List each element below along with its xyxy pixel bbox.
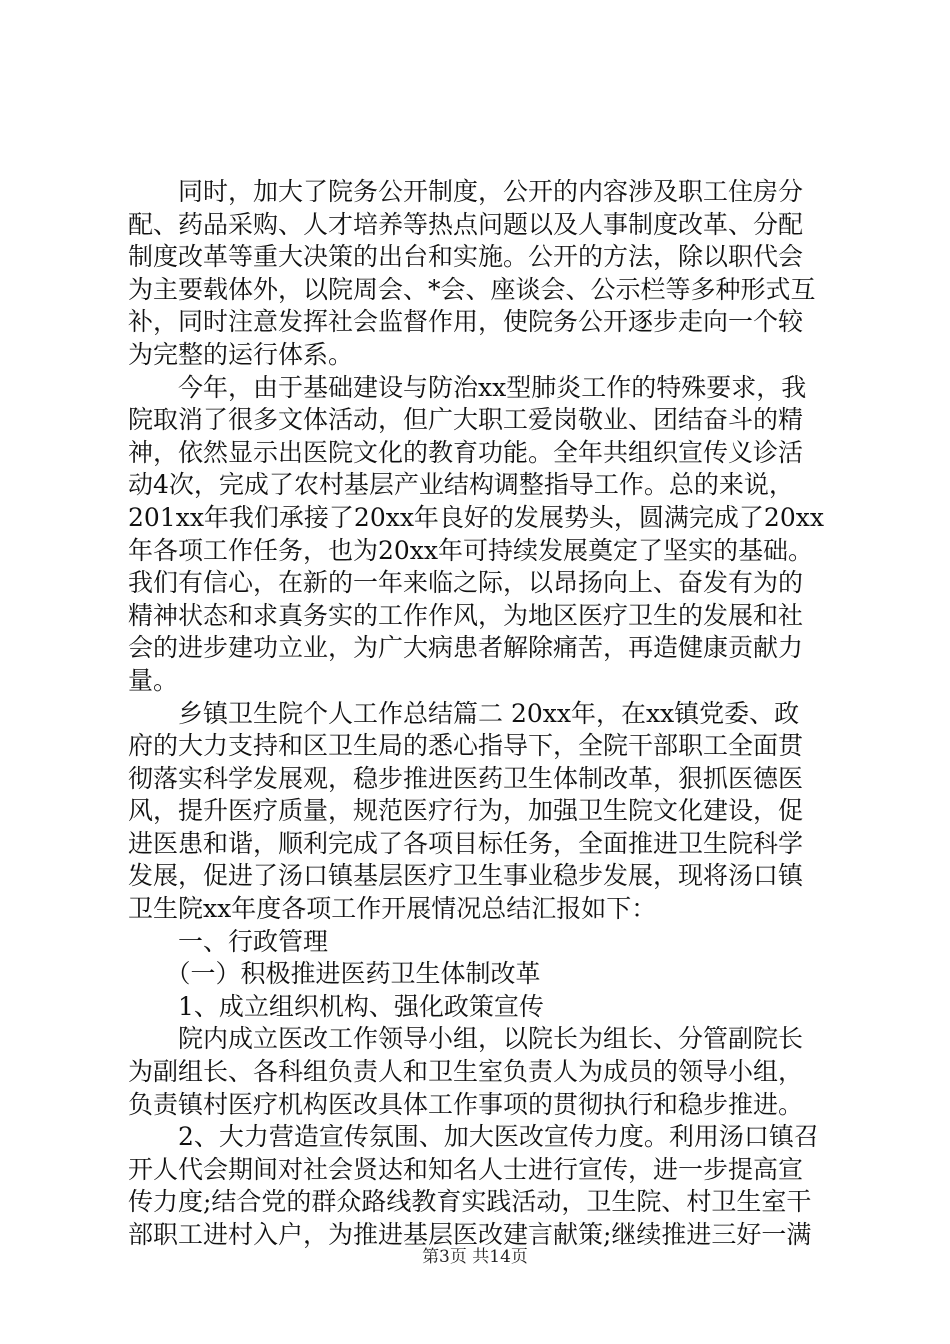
text-line: 发展，促进了汤口镇基层医疗卫生事业稳步发展，现将汤口镇: [128, 861, 804, 891]
text-line: 卫生院xx年度各项工作开展情况总结汇报如下：: [128, 894, 657, 924]
text-line: 风，提升医疗质量，规范医疗行为，加强卫生院文化建设，促: [128, 796, 804, 826]
text-line: 同时，加大了院务公开制度，公开的内容涉及职工住房分: [128, 177, 804, 206]
text-line: 进医患和谐，顺利完成了各项目标任务，全面推进卫生院科学: [128, 828, 804, 858]
text-line: 制度改革等重大决策的出台和实施。公开的方法，除以职代会: [128, 242, 804, 272]
text-line: 部职工进村入户，为推进基层医改建言献策;继续推进三好一满: [128, 1220, 812, 1249]
text-line: 会的进步建功立业，为广大病患者解除痛苦，再造健康贡献力: [128, 633, 804, 663]
text-line: 量。: [128, 665, 179, 695]
text-line: 院内成立医改工作领导小组，以院长为组长、分管副院长: [128, 1024, 804, 1054]
text-line: 年各项工作任务，也为20xx年可持续发展奠定了坚实的基础。: [128, 535, 814, 565]
text-line: 院取消了很多文体活动，但广大职工爱岗敬业、团结奋斗的精: [128, 405, 804, 435]
text-line: （一）积极推进医药卫生体制改革: [128, 959, 541, 989]
text-line: 开人代会期间对社会贤达和知名人士进行宣传，进一步提高宣: [128, 1154, 804, 1184]
text-line: 配、药品采购、人才培养等热点问题以及人事制度改革、分配: [128, 209, 804, 239]
text-line: 补，同时注意发挥社会监督作用，使院务公开逐步走向一个较: [128, 307, 804, 337]
text-line: 负责镇村医疗机构医改具体工作事项的贯彻执行和稳步推进。: [128, 1089, 804, 1119]
text-line: 精神状态和求真务实的工作作风，为地区医疗卫生的发展和社: [128, 600, 804, 630]
text-line: 为副组长、各科组负责人和卫生室负责人为成员的领导小组，: [128, 1057, 804, 1087]
text-line: 动4次，完成了农村基层产业结构调整指导工作。总的来说，: [128, 470, 794, 500]
text-line: 一、行政管理: [128, 926, 329, 956]
text-line: 府的大力支持和区卫生局的悉心指导下，全院干部职工全面贯: [128, 731, 804, 761]
text-line: 今年，由于基础建设与防治xx型肺炎工作的特殊要求，我: [128, 372, 807, 402]
text-line: 我们有信心，在新的一年来临之际，以昂扬向上、奋发有为的: [128, 568, 804, 598]
text-line: 传力度;结合党的群众路线教育实践活动，卫生院、村卫生室干: [128, 1187, 812, 1217]
text-line: 神，依然显示出医院文化的教育功能。全年共组织宣传义诊活: [128, 437, 804, 467]
text-line: 为完整的运行体系。: [128, 339, 354, 369]
text-line: 为主要载体外，以院周会、*会、座谈会、公示栏等多种形式互: [128, 274, 816, 304]
text-line: 彻落实科学发展观，稳步推进医药卫生体制改革，狠抓医德医: [128, 763, 804, 793]
text-line: 2、大力营造宣传氛围、加大医改宣传力度。利用汤口镇召: [128, 1122, 819, 1152]
document-body: [128, 176, 828, 1252]
text-line: 乡镇卫生院个人工作总结篇二 20xx年，在xx镇党委、政: [128, 698, 800, 728]
text-line: 1、成立组织机构、强化政策宣传: [128, 991, 544, 1021]
page-footer: 第3页 共14页: [422, 1247, 528, 1267]
text-line: 201xx年我们承接了20xx年良好的发展势头，圆满完成了20xx: [128, 502, 824, 532]
